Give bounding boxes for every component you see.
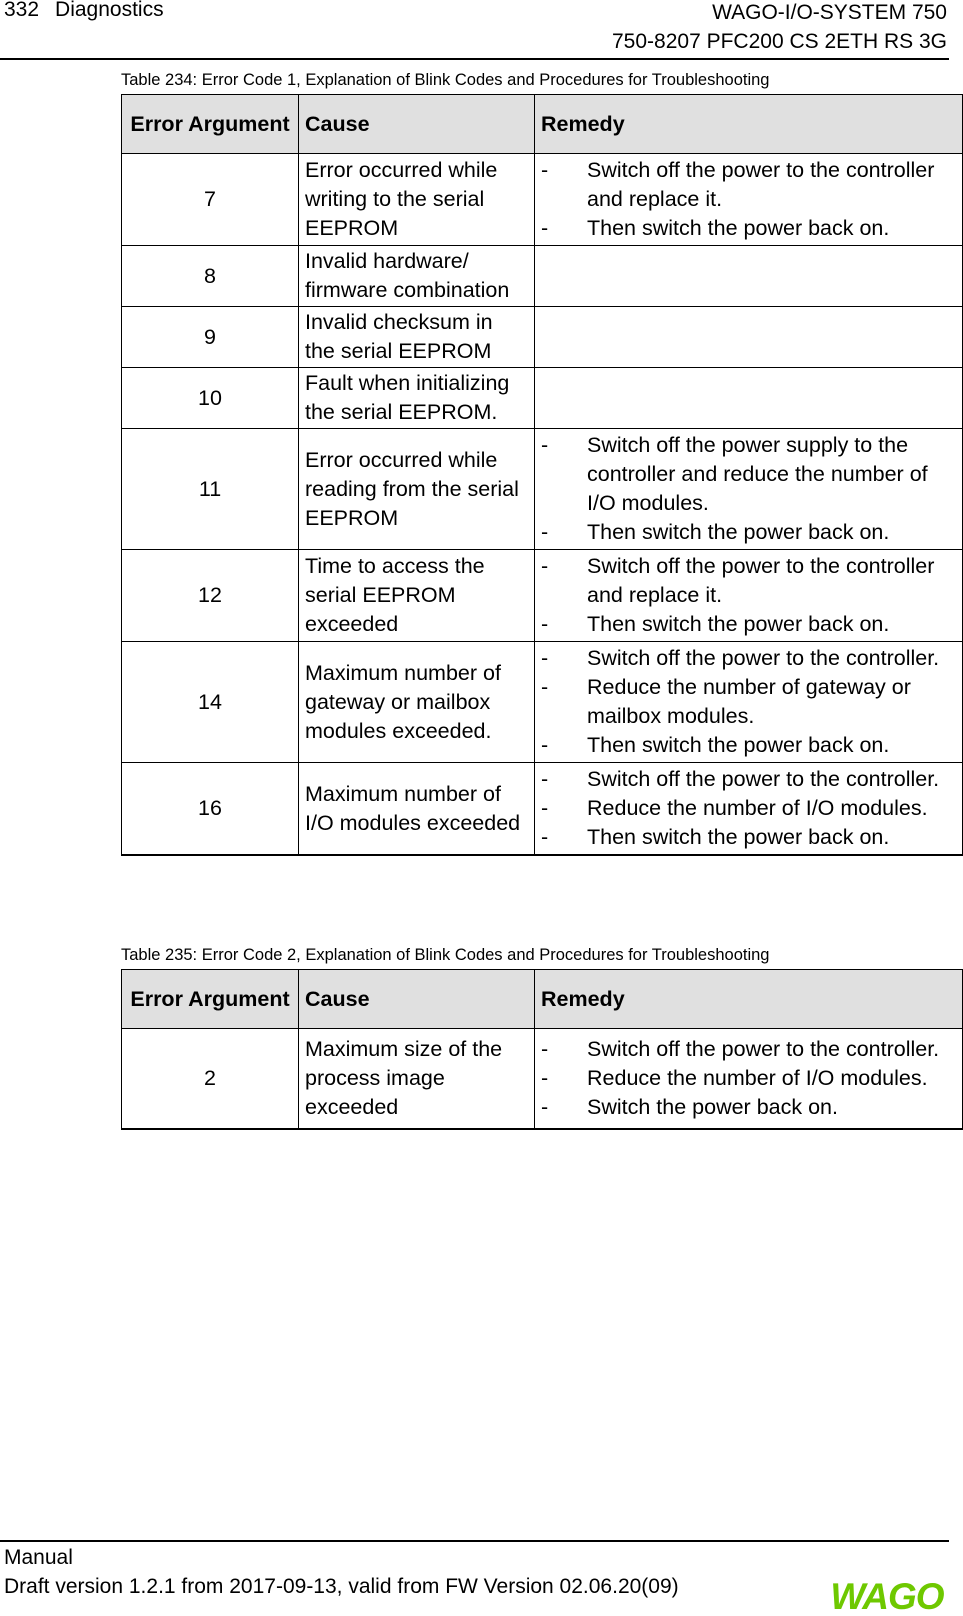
remedy-step-text: Reduce the number of gateway or mailbox modules. (587, 675, 911, 728)
remedy-step (541, 794, 956, 823)
error-argument-cell: 2 (122, 1029, 299, 1130)
remedy-step-text: Then switch the power back on. (587, 216, 890, 240)
table-header-row (122, 970, 963, 1029)
remedy-cell (535, 368, 963, 429)
remedy-step (541, 518, 956, 547)
remedy-step-text: Switch off the power supply to the controller and reduce the number of I/O modules. (587, 433, 928, 515)
bullet-dash: - (541, 433, 549, 457)
header-remedy: Remedy (535, 970, 963, 1029)
remedy-step-text: Switch off the power to the controller. (587, 767, 940, 791)
remedy-step-text: Switch off the power to the controller. (587, 1037, 940, 1061)
table-row (122, 429, 963, 550)
error-code-2-table (121, 969, 963, 1130)
remedy-step (541, 552, 956, 610)
remedy-step (541, 731, 956, 760)
header-remedy: Remedy (535, 95, 963, 154)
bullet-dash: - (541, 158, 549, 182)
header-cause: Cause (299, 95, 535, 154)
cause-cell: Maximum number of gateway or mailbox modules exceeded. (299, 642, 535, 763)
table2-caption: Table 235: Error Code 2, Explanation of Blink Codes and Procedures for Troubleshooting (121, 946, 770, 964)
remedy-cell (535, 154, 963, 246)
remedy-step-text: Then switch the power back on. (587, 825, 890, 849)
remedy-step (541, 673, 956, 731)
remedy-cell (535, 642, 963, 763)
cause-cell: Maximum size of the process image exceeded (299, 1029, 535, 1130)
footer-draft-info: Draft version 1.2.1 from 2017-09-13, valid from FW Version 02.06.20(09) (4, 1575, 679, 1598)
bullet-dash: - (541, 216, 549, 240)
table-row (122, 550, 963, 642)
remedy-step-text: Then switch the power back on. (587, 520, 890, 544)
bullet-dash: - (541, 1095, 549, 1119)
table-row (122, 1029, 963, 1130)
bullet-dash: - (541, 1037, 549, 1061)
error-argument-cell: 10 (122, 368, 299, 429)
error-argument-cell: 16 (122, 763, 299, 856)
error-code-1-table (121, 94, 963, 856)
error-argument-cell: 9 (122, 307, 299, 368)
table-row (122, 642, 963, 763)
wago-logo (828, 1578, 946, 1614)
remedy-step (541, 1093, 956, 1122)
remedy-step-text: Switch the power back on. (587, 1095, 838, 1119)
remedy-step-text: Then switch the power back on. (587, 612, 890, 636)
remedy-step (541, 644, 956, 673)
table-row (122, 246, 963, 307)
remedy-cell (535, 429, 963, 550)
header-cause: Cause (299, 970, 535, 1029)
bullet-dash: - (541, 733, 549, 757)
product-model: 750-8207 PFC200 CS 2ETH RS 3G (612, 30, 947, 53)
error-argument-cell: 7 (122, 154, 299, 246)
footer-doc-type: Manual (4, 1546, 73, 1569)
remedy-step (541, 610, 956, 639)
bullet-dash: - (541, 646, 549, 670)
remedy-cell (535, 550, 963, 642)
cause-cell: Error occurred while writing to the serial EEPROM (299, 154, 535, 246)
remedy-cell (535, 763, 963, 856)
remedy-step (541, 823, 956, 852)
bullet-dash: - (541, 675, 549, 699)
header-right (612, 0, 947, 56)
table-row (122, 368, 963, 429)
bullet-dash: - (541, 1066, 549, 1090)
remedy-cell (535, 1029, 963, 1130)
remedy-step (541, 765, 956, 794)
cause-cell: Error occurred while reading from the serial EEPROM (299, 429, 535, 550)
error-argument-cell: 8 (122, 246, 299, 307)
cause-cell: Maximum number of I/O modules exceeded (299, 763, 535, 856)
page-number: 332 (4, 0, 40, 21)
cause-cell: Invalid hardware/ firmware combination (299, 246, 535, 307)
error-argument-cell: 12 (122, 550, 299, 642)
error-argument-cell: 14 (122, 642, 299, 763)
remedy-step (541, 156, 956, 214)
cause-cell: Time to access the serial EEPROM exceeded (299, 550, 535, 642)
section-title: Diagnostics (55, 0, 164, 21)
remedy-step-text: Reduce the number of I/O modules. (587, 1066, 928, 1090)
remedy-step-text: Switch off the power to the controller. (587, 646, 940, 670)
bullet-dash: - (541, 520, 549, 544)
page-header (0, 0, 949, 60)
cause-cell: Fault when initializing the serial EEPROM. (299, 368, 535, 429)
remedy-step (541, 1035, 956, 1064)
table-row (122, 154, 963, 246)
cause-cell: Invalid checksum in the serial EEPROM (299, 307, 535, 368)
remedy-step (541, 214, 956, 243)
header-error-argument: Error Argument (122, 970, 299, 1029)
remedy-step-text: Reduce the number of I/O modules. (587, 796, 928, 820)
footer-rule (0, 1540, 949, 1542)
bullet-dash: - (541, 767, 549, 791)
bullet-dash: - (541, 554, 549, 578)
remedy-cell (535, 246, 963, 307)
bullet-dash: - (541, 796, 549, 820)
header-error-argument: Error Argument (122, 95, 299, 154)
remedy-step-text: Switch off the power to the controller and replace it. (587, 554, 935, 607)
remedy-step-text: Then switch the power back on. (587, 733, 890, 757)
product-line: WAGO-I/O-SYSTEM 750 (712, 1, 947, 24)
table1-caption: Table 234: Error Code 1, Explanation of Blink Codes and Procedures for Troubleshooting (121, 71, 770, 89)
bullet-dash: - (541, 612, 549, 636)
table-row (122, 307, 963, 368)
remedy-cell (535, 307, 963, 368)
header-left (4, 0, 164, 22)
remedy-step (541, 1064, 956, 1093)
table-header-row (122, 95, 963, 154)
table-row (122, 763, 963, 856)
remedy-step (541, 431, 956, 518)
remedy-step-text: Switch off the power to the controller and replace it. (587, 158, 935, 211)
bullet-dash: - (541, 825, 549, 849)
wago-logo-text: WAGO (830, 1578, 944, 1614)
error-argument-cell: 11 (122, 429, 299, 550)
